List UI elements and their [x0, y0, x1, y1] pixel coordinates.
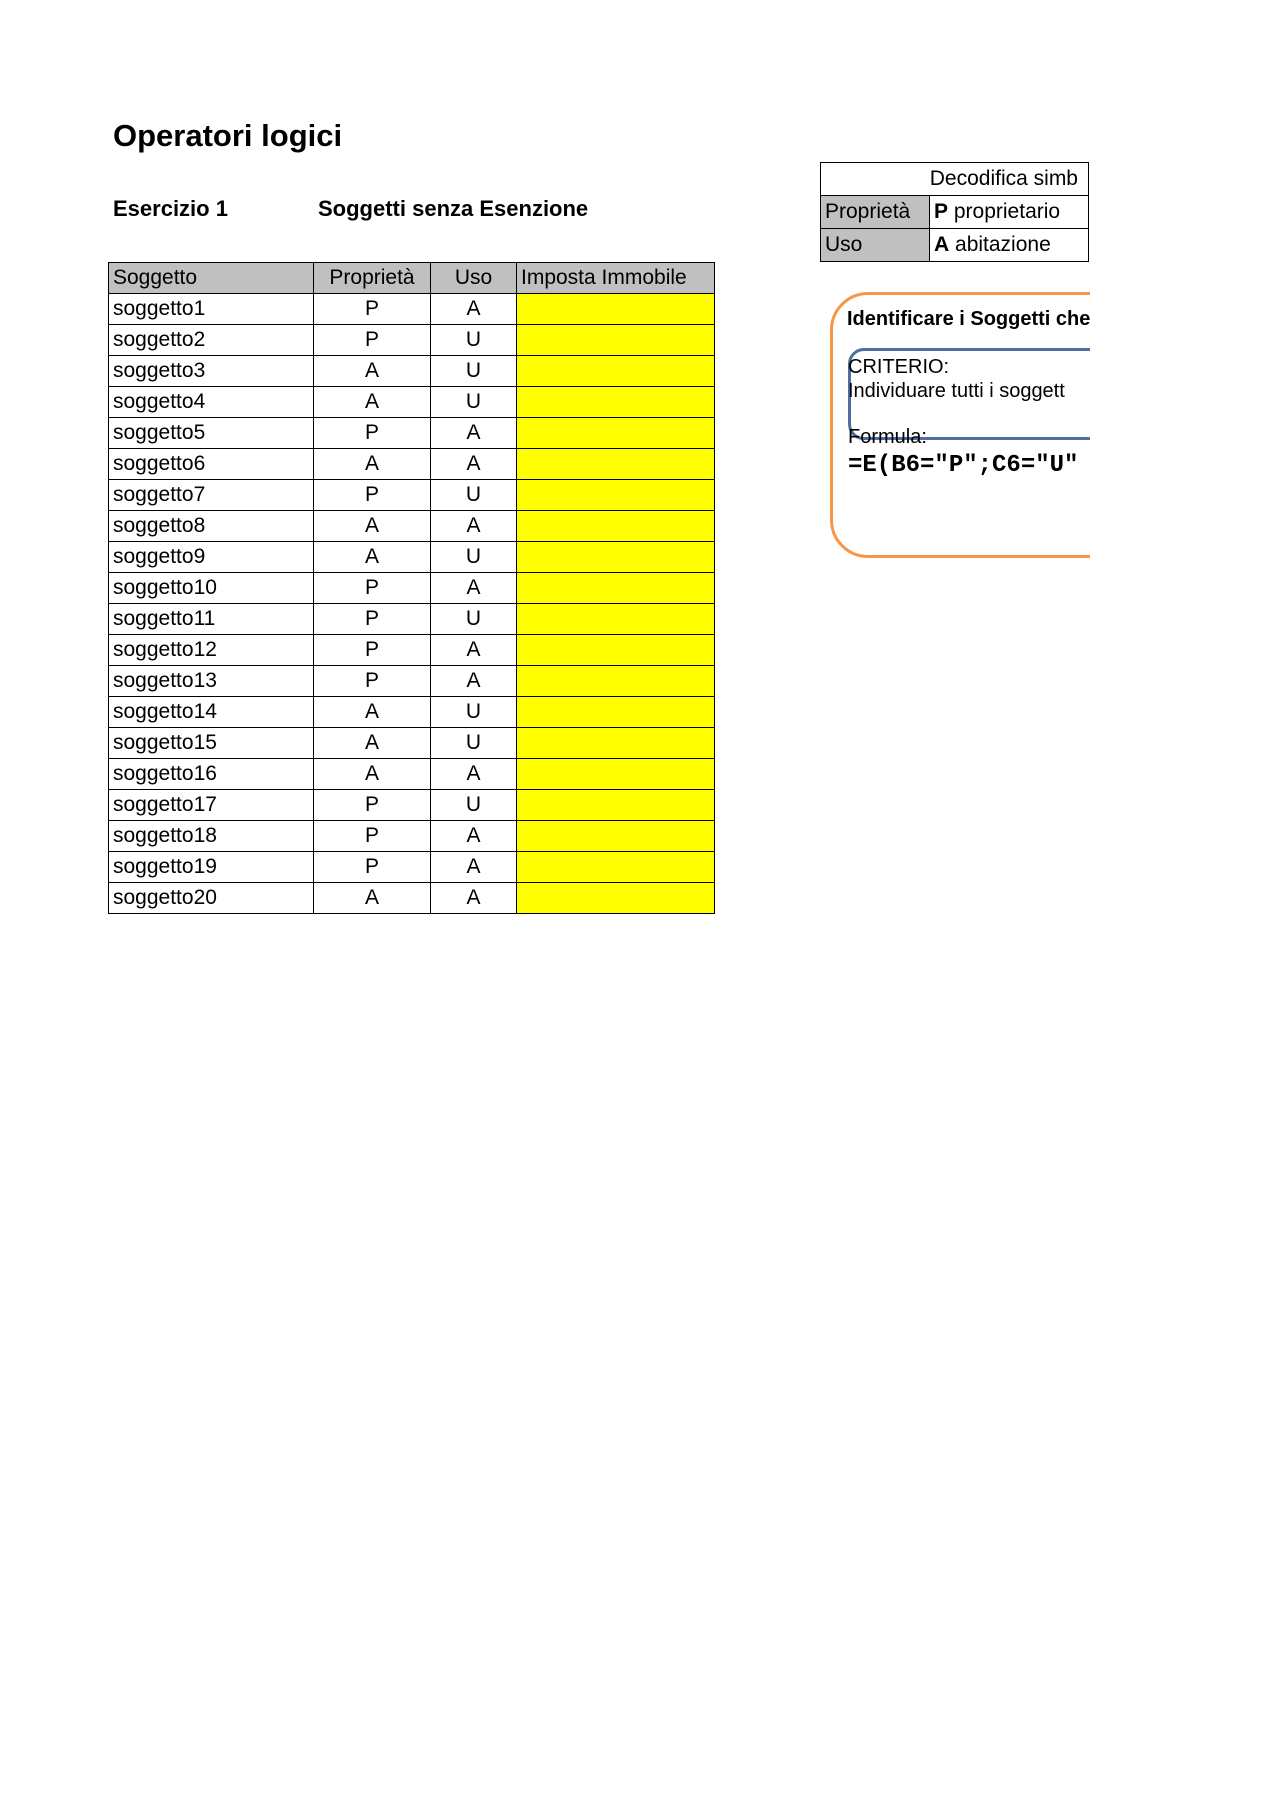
table-row — [109, 418, 715, 449]
legend-table — [820, 162, 1089, 262]
cell-soggetto: soggetto18 — [109, 821, 314, 852]
cell-uso: U — [431, 387, 517, 418]
criterio-text: Individuare tutti i soggett — [848, 380, 1065, 402]
cell-imposta[interactable] — [517, 635, 715, 666]
cell-proprieta: P — [314, 604, 431, 635]
cell-proprieta: P — [314, 294, 431, 325]
cell-proprieta: P — [314, 573, 431, 604]
cell-imposta[interactable] — [517, 821, 715, 852]
cell-proprieta: A — [314, 511, 431, 542]
cell-imposta[interactable] — [517, 325, 715, 356]
cell-soggetto: soggetto19 — [109, 852, 314, 883]
cell-soggetto: soggetto11 — [109, 604, 314, 635]
cell-uso: A — [431, 759, 517, 790]
cell-proprieta: A — [314, 883, 431, 914]
cell-proprieta: A — [314, 728, 431, 759]
cell-uso: U — [431, 542, 517, 573]
info-title: Identificare i Soggetti che — [847, 308, 1090, 330]
table-row — [109, 666, 715, 697]
legend-row — [821, 229, 1089, 262]
cell-imposta[interactable] — [517, 418, 715, 449]
cell-soggetto: soggetto14 — [109, 697, 314, 728]
cell-uso: U — [431, 728, 517, 759]
table-row — [109, 387, 715, 418]
cell-proprieta: P — [314, 666, 431, 697]
formula-label: Formula: — [848, 426, 927, 448]
cell-imposta[interactable] — [517, 728, 715, 759]
legend-value — [930, 196, 1089, 229]
header-soggetto: Soggetto — [109, 263, 314, 294]
cell-soggetto: soggetto17 — [109, 790, 314, 821]
table-row — [109, 604, 715, 635]
cell-imposta[interactable] — [517, 480, 715, 511]
cell-uso: U — [431, 697, 517, 728]
cell-imposta[interactable] — [517, 790, 715, 821]
cell-proprieta: P — [314, 852, 431, 883]
table-row — [109, 883, 715, 914]
table-row — [109, 573, 715, 604]
legend-key: Proprietà — [821, 196, 930, 229]
cell-proprieta: P — [314, 325, 431, 356]
cell-proprieta: A — [314, 356, 431, 387]
cell-soggetto: soggetto9 — [109, 542, 314, 573]
cell-uso: A — [431, 883, 517, 914]
header-imposta: Imposta Immobile — [517, 263, 715, 294]
cell-uso: A — [431, 511, 517, 542]
table-row — [109, 511, 715, 542]
table-row — [109, 294, 715, 325]
table-row — [109, 542, 715, 573]
cell-uso: A — [431, 573, 517, 604]
cell-uso: A — [431, 418, 517, 449]
cell-imposta[interactable] — [517, 542, 715, 573]
table-row — [109, 480, 715, 511]
header-proprieta: Proprietà — [314, 263, 431, 294]
cell-soggetto: soggetto16 — [109, 759, 314, 790]
table-row — [109, 728, 715, 759]
cell-proprieta: A — [314, 542, 431, 573]
formula-text: =E(B6="P";C6="U" — [848, 452, 1079, 479]
cell-uso: A — [431, 821, 517, 852]
cell-proprieta: A — [314, 697, 431, 728]
table-header-row — [109, 263, 715, 294]
cell-imposta[interactable] — [517, 852, 715, 883]
cell-soggetto: soggetto8 — [109, 511, 314, 542]
cell-soggetto: soggetto10 — [109, 573, 314, 604]
cell-soggetto: soggetto1 — [109, 294, 314, 325]
table-row — [109, 635, 715, 666]
legend-meaning: proprietario — [953, 200, 1061, 223]
cell-proprieta: P — [314, 790, 431, 821]
cell-proprieta: P — [314, 821, 431, 852]
cell-proprieta: A — [314, 449, 431, 480]
table-row — [109, 356, 715, 387]
cell-uso: A — [431, 666, 517, 697]
cell-uso: U — [431, 356, 517, 387]
cell-imposta[interactable] — [517, 356, 715, 387]
legend-symbol: A — [934, 233, 950, 256]
cell-soggetto: soggetto12 — [109, 635, 314, 666]
table-row — [109, 449, 715, 480]
cell-uso: U — [431, 325, 517, 356]
legend-meaning: abitazione — [955, 233, 1051, 256]
legend-symbol: P — [934, 200, 949, 223]
cell-soggetto: soggetto15 — [109, 728, 314, 759]
cell-uso: A — [431, 635, 517, 666]
cell-soggetto: soggetto7 — [109, 480, 314, 511]
cell-imposta[interactable] — [517, 573, 715, 604]
legend-row — [821, 196, 1089, 229]
table-row — [109, 697, 715, 728]
cell-imposta[interactable] — [517, 449, 715, 480]
legend-key: Uso — [821, 229, 930, 262]
cell-proprieta: A — [314, 387, 431, 418]
cell-soggetto: soggetto20 — [109, 883, 314, 914]
cell-uso: U — [431, 480, 517, 511]
cell-uso: U — [431, 604, 517, 635]
cell-imposta[interactable] — [517, 604, 715, 635]
cell-imposta[interactable] — [517, 387, 715, 418]
exercise-label: Esercizio 1 — [113, 196, 228, 221]
criterio-label: CRITERIO: — [848, 356, 950, 378]
header-uso: Uso — [431, 263, 517, 294]
table-row — [109, 325, 715, 356]
cell-uso: A — [431, 294, 517, 325]
cell-uso: U — [431, 790, 517, 821]
cell-soggetto: soggetto13 — [109, 666, 314, 697]
page-title: Operatori logici — [113, 118, 343, 153]
table-row — [109, 821, 715, 852]
cell-imposta[interactable] — [517, 759, 715, 790]
cell-imposta[interactable] — [517, 511, 715, 542]
cell-imposta[interactable] — [517, 697, 715, 728]
cell-soggetto: soggetto3 — [109, 356, 314, 387]
cell-uso: A — [431, 449, 517, 480]
cell-proprieta: A — [314, 759, 431, 790]
cell-imposta[interactable] — [517, 666, 715, 697]
cell-proprieta: P — [314, 635, 431, 666]
cell-soggetto: soggetto2 — [109, 325, 314, 356]
table-row — [109, 852, 715, 883]
table-row — [109, 790, 715, 821]
cell-proprieta: P — [314, 418, 431, 449]
cell-proprieta: P — [314, 480, 431, 511]
subjects-table — [108, 262, 715, 914]
legend-header: Decodifica simb — [821, 163, 1089, 196]
cell-soggetto: soggetto6 — [109, 449, 314, 480]
table-row — [109, 759, 715, 790]
exercise-subtitle: Soggetti senza Esenzione — [318, 196, 589, 221]
cell-soggetto: soggetto5 — [109, 418, 314, 449]
legend-value — [930, 229, 1089, 262]
cell-imposta[interactable] — [517, 294, 715, 325]
cell-uso: A — [431, 852, 517, 883]
cell-imposta[interactable] — [517, 883, 715, 914]
cell-soggetto: soggetto4 — [109, 387, 314, 418]
